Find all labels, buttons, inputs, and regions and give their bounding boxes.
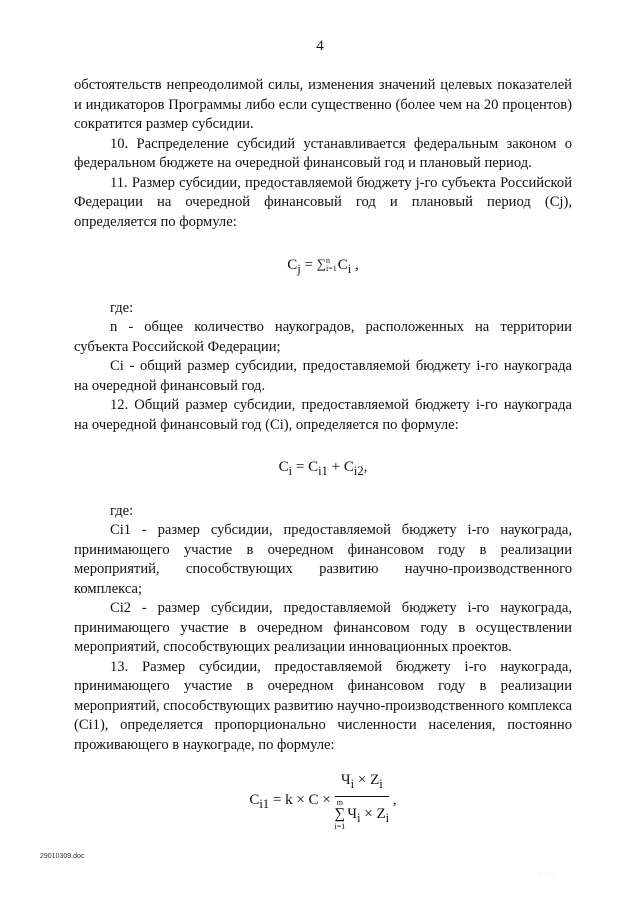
paragraph: обстоятельств непреодолимой силы, изменения значений целевых показателей и индикаторов Программы либо если существенно (более чем на 20 процентов) сократится размер субсидии. xyxy=(74,77,572,132)
paragraph-item-11: 11. Размер субсидии, предоставляемой бюджету j-го субъекта Российской Федерации на очередной финансовый год и плановый период (Cj), определяется по формуле: xyxy=(74,174,572,230)
paragraph-item-13: 13. Размер субсидии, предоставляемой бюджету i-го наукограда, принимающего участие в очередном финансовом году в реализации мероприятий, способствующих развитию научно-производственного комплекса (Ci1), определяется пропорционально численности населения, постоянно проживающего в наукограде, по формуле: xyxy=(74,658,572,753)
definition-n: n - общее количество наукоградов, расположенных на территории субъекта Российской Федерации; xyxy=(74,319,572,355)
formula-ci1: $C_{i1} = k \times C$ × $Ч_i \times Z_i$ m ∑ i=1 $Ч_i \times Z_i$ , xyxy=(249,772,397,831)
corner-mark: · · · xyxy=(538,871,557,877)
where-label: где: xyxy=(110,299,134,316)
fraction xyxy=(335,771,390,831)
where-label: где: xyxy=(110,502,134,519)
formula-cj: $C_j$ = ∑ n i=1 $C_i$ , xyxy=(287,256,359,276)
formula-ci: $C_i = C_{i1} + C_{i2}$, xyxy=(278,459,368,478)
sum-symbol: m ∑ i=1 xyxy=(334,797,346,831)
document-body xyxy=(74,76,572,831)
paragraph-item-10: 10. Распределение субсидий устанавливается федеральным законом о федеральном бюджете на очередной финансовый год и плановый период. xyxy=(74,135,572,171)
paragraph-item-12: 12. Общий размер субсидии, предоставляемой бюджету i-го наукограда на очередной финансовый год (Ci), определяется по формуле: xyxy=(74,397,572,433)
file-name-footer: 29010309.doc xyxy=(40,853,85,860)
fraction-denominator: m ∑ i=1 $Ч_i \times Z_i$ xyxy=(334,797,390,831)
fraction-numerator: $Ч_i \times Z_i$ xyxy=(335,771,390,797)
sum-limits: n i=1 xyxy=(326,256,337,273)
sum-symbol: ∑ xyxy=(316,256,326,271)
definition-ci: Ci - общий размер субсидии, предоставляемой бюджету i-го наукограда на очередной финансовый год. xyxy=(74,358,572,394)
definition-ci2: Ci2 - размер субсидии, предоставляемой бюджету i-го наукограда, принимающего участие в очередном финансовом году в осуществлении мероприятий, способствующих реализации инновационных проектов. xyxy=(74,600,572,655)
definition-ci1: Ci1 - размер субсидии, предоставляемой бюджету i-го наукограда, принимающего участие в очередном финансовом году в реализации мероприятий, способствующих развитию научно-производственного комплекса; xyxy=(74,522,572,597)
page-number: 4 xyxy=(316,38,324,54)
